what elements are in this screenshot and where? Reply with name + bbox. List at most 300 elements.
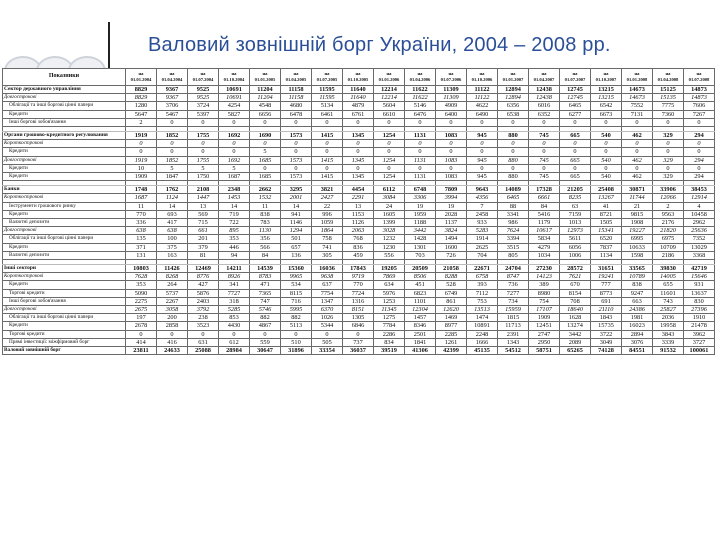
- column-header-date: [498, 69, 529, 86]
- table-cell: 754: [529, 297, 560, 305]
- table-cell: 7809: [436, 186, 467, 194]
- column-header-prefix: на: [169, 71, 175, 77]
- table-cell: 6112: [374, 186, 405, 194]
- table-cell: 15135: [653, 94, 684, 102]
- table-cell: 6761: [343, 110, 374, 118]
- table-cell: 7621: [560, 273, 591, 281]
- table-cell: 6277: [560, 110, 591, 118]
- table-cell: 7606: [684, 102, 715, 110]
- table-cell: 0: [529, 140, 560, 148]
- table-cell: 556: [374, 251, 405, 259]
- table-cell: 0: [560, 164, 591, 172]
- table-cell: 27396: [684, 306, 715, 314]
- table-cell: 736: [498, 281, 529, 289]
- table-cell: 1130: [250, 227, 281, 235]
- table-cell: 1762: [157, 186, 188, 194]
- table-cell: 665: [560, 156, 591, 164]
- debt-table-container: [2, 68, 715, 535]
- table-cell: 2089: [560, 338, 591, 346]
- table-cell: 1137: [436, 219, 467, 227]
- table-cell: 6016: [529, 102, 560, 110]
- table-cell: 1131: [405, 156, 436, 164]
- row-label: Короткострокові: [3, 273, 126, 281]
- table-cell: 4548: [250, 102, 281, 110]
- table-cell: 2286: [374, 330, 405, 338]
- table-row: [3, 132, 715, 140]
- table-cell: 0: [529, 118, 560, 126]
- table-cell: 0: [591, 140, 622, 148]
- table-cell: 19227: [622, 227, 653, 235]
- table-cell: 4867: [250, 322, 281, 330]
- table-cell: 5611: [560, 235, 591, 243]
- table-cell: 6478: [281, 110, 312, 118]
- column-header-date: [157, 69, 188, 86]
- table-cell: 0: [374, 164, 405, 172]
- table-cell: 2248: [467, 330, 498, 338]
- table-cell: 1254: [374, 132, 405, 140]
- table-cell: 3368: [684, 251, 715, 259]
- table-cell: 0: [157, 140, 188, 148]
- table-cell: 691: [591, 297, 622, 305]
- table-cell: 42399: [436, 347, 467, 355]
- table-cell: 1301: [405, 243, 436, 251]
- table-cell: 10891: [467, 322, 498, 330]
- table-cell: 1294: [281, 227, 312, 235]
- table-cell: 10709: [653, 243, 684, 251]
- table-cell: 389: [529, 281, 560, 289]
- table-cell: 13267: [591, 194, 622, 202]
- row-label: Довгострокові: [3, 227, 126, 235]
- table-cell: 505: [312, 338, 343, 346]
- table-cell: 19: [436, 202, 467, 210]
- column-header-date-value: 01.01.2007: [502, 77, 524, 82]
- table-cell: 1919: [126, 156, 157, 164]
- table-cell: 6465: [498, 194, 529, 202]
- table-cell: 11122: [467, 86, 498, 94]
- table-cell: 745: [529, 132, 560, 140]
- table-cell: 1852: [157, 132, 188, 140]
- table-cell: 8773: [591, 289, 622, 297]
- table-cell: 8721: [591, 210, 622, 218]
- table-cell: 945: [467, 132, 498, 140]
- table-cell: 21110: [591, 306, 622, 314]
- table-cell: 39519: [374, 347, 405, 355]
- table-cell: 6610: [374, 110, 405, 118]
- table-cell: 9643: [467, 186, 498, 194]
- table-cell: 0: [312, 164, 343, 172]
- table-cell: 7869: [374, 273, 405, 281]
- table-cell: 15125: [653, 86, 684, 94]
- table-cell: 1457: [405, 314, 436, 322]
- table-cell: 2001: [281, 194, 312, 202]
- table-cell: 19: [405, 202, 436, 210]
- column-header-date: [405, 69, 436, 86]
- table-cell: 0: [157, 330, 188, 338]
- column-header-date-value: 01.04.2007: [533, 77, 555, 82]
- table-cell: 11158: [281, 94, 312, 102]
- table-cell: 11158: [281, 86, 312, 94]
- table-row: [3, 94, 715, 102]
- table-cell: 0: [312, 140, 343, 148]
- table-cell: 12066: [653, 194, 684, 202]
- table-cell: 6465: [560, 102, 591, 110]
- table-cell: 7727: [219, 289, 250, 297]
- table-cell: 6400: [436, 110, 467, 118]
- table-cell: 5834: [529, 235, 560, 243]
- table-cell: 5283: [467, 227, 498, 235]
- table-cell: 12469: [188, 265, 219, 273]
- table-cell: 1573: [281, 156, 312, 164]
- table-cell: 54512: [498, 347, 529, 355]
- row-label: Інструменти грошового ринку: [3, 202, 126, 210]
- table-cell: 14123: [529, 273, 560, 281]
- table-cell: 4356: [467, 194, 498, 202]
- table-cell: 11713: [498, 322, 529, 330]
- table-cell: 0: [684, 118, 715, 126]
- table-cell: 2275: [126, 297, 157, 305]
- row-label: Короткострокові: [3, 194, 126, 202]
- table-cell: 838: [622, 281, 653, 289]
- table-cell: 74128: [591, 347, 622, 355]
- table-cell: 2950: [529, 338, 560, 346]
- table-cell: 0: [560, 118, 591, 126]
- table-cell: 7360: [653, 110, 684, 118]
- table-cell: 14: [219, 202, 250, 210]
- table-cell: 6370: [312, 306, 343, 314]
- table-cell: 14873: [684, 86, 715, 94]
- column-header-prefix: на: [479, 71, 485, 77]
- table-row: [3, 227, 715, 235]
- table-cell: 11426: [157, 265, 188, 273]
- table-cell: 1013: [560, 219, 591, 227]
- table-cell: 0: [343, 148, 374, 156]
- column-header-prefix: на: [634, 71, 640, 77]
- table-row: [3, 164, 715, 172]
- table-cell: 0: [219, 148, 250, 156]
- row-label: Облігації та інші боргові цінні папери: [3, 235, 126, 243]
- row-label: Облігації та інші боргові цінні папери: [3, 314, 126, 322]
- column-header-prefix: на: [603, 71, 609, 77]
- table-cell: 2391: [498, 330, 529, 338]
- table-cell: 10691: [219, 86, 250, 94]
- table-cell: 9247: [622, 289, 653, 297]
- table-cell: 14673: [622, 94, 653, 102]
- table-cell: 17328: [529, 186, 560, 194]
- table-cell: 45135: [467, 347, 498, 355]
- table-cell: 931: [684, 281, 715, 289]
- table-row: [3, 186, 715, 194]
- table-cell: 12214: [374, 94, 405, 102]
- table-cell: 462: [622, 156, 653, 164]
- table-cell: 783: [250, 219, 281, 227]
- column-header-date-value: 01.01.2004: [130, 77, 152, 82]
- table-cell: 9638: [312, 273, 343, 281]
- table-cell: 5090: [126, 289, 157, 297]
- table-cell: 14673: [622, 86, 653, 94]
- row-label: Інші боргові зобов'язання: [3, 118, 126, 126]
- row-label: Валовий зовнішній борг: [3, 347, 126, 355]
- table-cell: 11204: [250, 94, 281, 102]
- table-cell: 2675: [126, 306, 157, 314]
- table-cell: 0: [188, 140, 219, 148]
- table-cell: 1399: [374, 219, 405, 227]
- table-cell: 0: [281, 148, 312, 156]
- table-row: [3, 322, 715, 330]
- table-cell: 13215: [591, 86, 622, 94]
- column-header-prefix: на: [665, 71, 671, 77]
- table-cell: 5134: [312, 102, 343, 110]
- table-cell: 7552: [622, 102, 653, 110]
- row-label: Довгострокові: [3, 306, 126, 314]
- table-cell: 329: [653, 173, 684, 181]
- column-header-date-value: 01.07.2008: [688, 77, 710, 82]
- table-cell: 16023: [622, 322, 653, 330]
- row-label: Кредити: [3, 322, 126, 330]
- table-cell: 12894: [498, 94, 529, 102]
- column-header-prefix: на: [386, 71, 392, 77]
- table-cell: 0: [405, 118, 436, 126]
- table-cell: 8115: [281, 289, 312, 297]
- table-cell: 6749: [436, 289, 467, 297]
- table-cell: 0: [560, 140, 591, 148]
- table-cell: 0: [498, 140, 529, 148]
- table-cell: 0: [343, 118, 374, 126]
- table-cell: 42719: [684, 265, 715, 273]
- column-header-date-value: 01.04.2004: [161, 77, 183, 82]
- table-cell: 704: [467, 251, 498, 259]
- table-cell: 21478: [684, 322, 715, 330]
- table-cell: 336: [126, 219, 157, 227]
- table-cell: 2458: [467, 210, 498, 218]
- row-label: Прямі інвестиції: міжфірмовий борг: [3, 338, 126, 346]
- table-cell: 1841: [405, 338, 436, 346]
- table-cell: 0: [467, 118, 498, 126]
- table-cell: 10: [126, 164, 157, 172]
- table-cell: 4430: [219, 322, 250, 330]
- table-cell: 10691: [219, 94, 250, 102]
- table-cell: 996: [312, 210, 343, 218]
- table-cell: 7724: [343, 289, 374, 297]
- table-row: [3, 289, 715, 297]
- table-cell: 11640: [343, 94, 374, 102]
- table-cell: 6846: [343, 322, 374, 330]
- table-cell: 6748: [405, 186, 436, 194]
- table-cell: 0: [250, 118, 281, 126]
- table-cell: 1914: [467, 235, 498, 243]
- table-cell: 1666: [467, 338, 498, 346]
- table-row: [3, 173, 715, 181]
- row-label: Короткострокові: [3, 140, 126, 148]
- table-cell: 10633: [622, 243, 653, 251]
- table-cell: 4: [684, 202, 715, 210]
- table-cell: 131: [126, 251, 157, 259]
- table-cell: 8235: [560, 194, 591, 202]
- table-cell: 36037: [343, 347, 374, 355]
- table-cell: 0: [684, 164, 715, 172]
- column-header-date-value: 01.07.2005: [316, 77, 338, 82]
- table-row: [3, 102, 715, 110]
- column-header-date-value: 01.10.2006: [471, 77, 493, 82]
- table-cell: 6520: [591, 235, 622, 243]
- table-cell: 637: [312, 281, 343, 289]
- column-header-prefix: на: [231, 71, 237, 77]
- table-row: [3, 140, 715, 148]
- table-cell: 9563: [653, 210, 684, 218]
- table-cell: 3049: [591, 338, 622, 346]
- table-cell: 5397: [188, 110, 219, 118]
- table-cell: 353: [126, 281, 157, 289]
- table-cell: 770: [126, 210, 157, 218]
- table-cell: 6542: [591, 102, 622, 110]
- table-cell: 1532: [250, 194, 281, 202]
- table-cell: 734: [498, 297, 529, 305]
- table-cell: 3515: [498, 243, 529, 251]
- table-cell: 8977: [436, 322, 467, 330]
- table-cell: 10617: [529, 227, 560, 235]
- table-cell: 15646: [684, 273, 715, 281]
- table-cell: 6656: [250, 110, 281, 118]
- table-cell: 371: [126, 243, 157, 251]
- table-cell: 770: [343, 281, 374, 289]
- table-cell: 5467: [157, 110, 188, 118]
- table-cell: 0: [126, 330, 157, 338]
- table-cell: 18640: [560, 306, 591, 314]
- table-cell: 0: [188, 118, 219, 126]
- table-body: [3, 86, 715, 355]
- table-cell: 1230: [374, 243, 405, 251]
- table-cell: 329: [653, 156, 684, 164]
- table-cell: 22671: [467, 265, 498, 273]
- table-cell: 3824: [436, 227, 467, 235]
- table-cell: 4279: [529, 243, 560, 251]
- table-row: [3, 330, 715, 338]
- table-header-row: [3, 69, 715, 86]
- table-cell: 933: [467, 219, 498, 227]
- table-cell: 0: [591, 164, 622, 172]
- table-cell: 3442: [405, 227, 436, 235]
- table-cell: 1153: [343, 210, 374, 218]
- table-cell: 1083: [436, 156, 467, 164]
- table-cell: 0: [281, 118, 312, 126]
- table-cell: 745: [529, 173, 560, 181]
- table-cell: 0: [653, 140, 684, 148]
- table-cell: 3339: [653, 338, 684, 346]
- table-cell: 94: [219, 251, 250, 259]
- table-cell: 3792: [188, 306, 219, 314]
- table-cell: 0: [591, 118, 622, 126]
- column-header-date: [436, 69, 467, 86]
- table-cell: 11622: [405, 94, 436, 102]
- table-cell: 737: [343, 338, 374, 346]
- column-header-prefix: на: [324, 71, 330, 77]
- table-cell: 65265: [560, 347, 591, 355]
- table-cell: 638: [157, 227, 188, 235]
- table-cell: 638: [126, 227, 157, 235]
- table-cell: 1126: [343, 219, 374, 227]
- table-cell: 5: [250, 148, 281, 156]
- table-cell: 5876: [188, 289, 219, 297]
- table-cell: 1428: [405, 235, 436, 243]
- table-cell: 21058: [436, 265, 467, 273]
- table-cell: 13274: [560, 322, 591, 330]
- table-cell: 451: [405, 281, 436, 289]
- column-header-prefix: на: [262, 71, 268, 77]
- table-cell: 5995: [281, 306, 312, 314]
- table-cell: 0: [591, 148, 622, 156]
- table-cell: 1059: [312, 219, 343, 227]
- table-cell: 7365: [250, 289, 281, 297]
- table-cell: 569: [188, 210, 219, 218]
- table-cell: 941: [281, 210, 312, 218]
- table-cell: 14: [157, 202, 188, 210]
- table-cell: 716: [281, 297, 312, 305]
- table-cell: 100061: [684, 347, 715, 355]
- table-cell: 21820: [653, 227, 684, 235]
- table-cell: 5416: [529, 210, 560, 218]
- table-cell: 657: [281, 243, 312, 251]
- table-cell: 1447: [188, 194, 219, 202]
- table-cell: 1573: [281, 173, 312, 181]
- table-cell: 719: [219, 210, 250, 218]
- table-cell: 7775: [653, 102, 684, 110]
- table-cell: 4879: [343, 102, 374, 110]
- table-cell: 15735: [591, 322, 622, 330]
- table-cell: 6758: [467, 273, 498, 281]
- column-header-date: [653, 69, 684, 86]
- table-cell: 753: [467, 297, 498, 305]
- table-cell: 13637: [684, 289, 715, 297]
- table-cell: 1083: [436, 132, 467, 140]
- row-label: Інші сектори: [3, 265, 126, 273]
- table-cell: 1815: [498, 314, 529, 322]
- table-cell: 1006: [560, 251, 591, 259]
- table-cell: 1909: [529, 314, 560, 322]
- table-cell: 4454: [343, 186, 374, 194]
- row-label: Кредити: [3, 110, 126, 118]
- row-label: Кредити: [3, 243, 126, 251]
- table-cell: 5827: [219, 110, 250, 118]
- table-cell: 0: [529, 148, 560, 156]
- table-cell: 0: [188, 148, 219, 156]
- table-cell: 5647: [126, 110, 157, 118]
- table-cell: 665: [560, 132, 591, 140]
- table-cell: 24633: [157, 347, 188, 355]
- table-cell: 9965: [281, 273, 312, 281]
- table-cell: 8346: [405, 322, 436, 330]
- table-row: [3, 338, 715, 346]
- table-cell: 41306: [405, 347, 436, 355]
- table-cell: 0: [281, 330, 312, 338]
- table-cell: 1280: [126, 102, 157, 110]
- table-cell: 1305: [343, 314, 374, 322]
- table-cell: 13: [343, 202, 374, 210]
- table-cell: 1347: [312, 297, 343, 305]
- column-header-date: [281, 69, 312, 86]
- table-cell: 2285: [436, 330, 467, 338]
- table-cell: 5746: [250, 306, 281, 314]
- table-cell: 9525: [188, 86, 219, 94]
- table-cell: 471: [250, 281, 281, 289]
- table-cell: 12914: [684, 194, 715, 202]
- row-label: Валютні депозити: [3, 219, 126, 227]
- column-header-date: [343, 69, 374, 86]
- table-cell: 534: [281, 281, 312, 289]
- table-cell: 2: [653, 202, 684, 210]
- table-cell: 0: [250, 164, 281, 172]
- table-cell: 13513: [467, 306, 498, 314]
- table-cell: 655: [653, 281, 684, 289]
- table-cell: 13: [188, 202, 219, 210]
